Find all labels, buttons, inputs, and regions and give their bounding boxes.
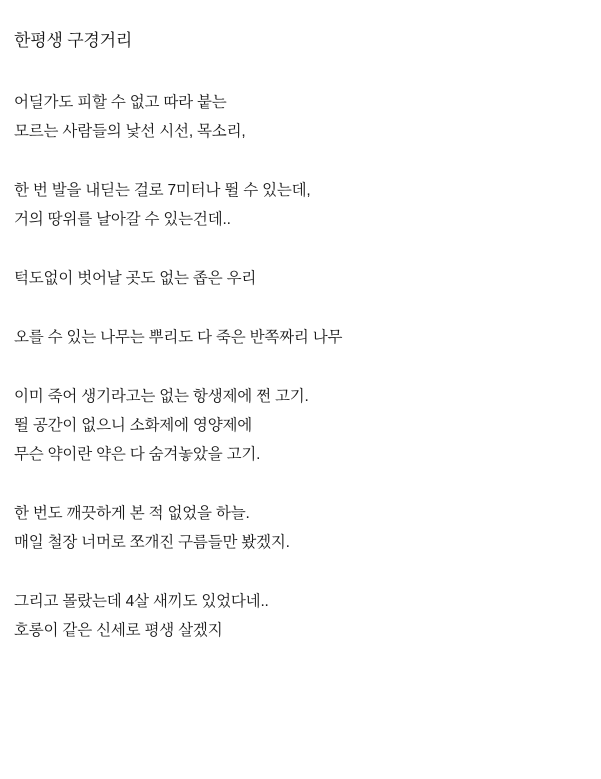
stanza (0, 88, 601, 146)
stanza (0, 382, 601, 469)
text-line: 무슨 약이란 약은 다 숨겨놓았을 고기. (14, 446, 261, 463)
stanza (0, 323, 601, 352)
text-line: 이미 죽어 생기라고는 없는 항생제에 쩐 고기. (14, 388, 309, 405)
text-line: 매일 철장 너머로 쪼개진 구름들만 봤겠지. (14, 534, 290, 551)
text-line: 어딜가도 피할 수 없고 따라 붙는 (14, 94, 227, 111)
text-line: 오를 수 있는 나무는 뿌리도 다 죽은 반쪽짜리 나무 (14, 329, 343, 346)
text-line: 모르는 사람들의 낯선 시선, 목소리, (14, 123, 246, 140)
page-title: 한평생 구경거리 (14, 31, 133, 50)
stanza (0, 499, 601, 557)
stanza (0, 176, 601, 234)
text-line: 그리고 몰랐는데 4살 새끼도 있었다네.. (14, 593, 269, 610)
text-line: 한 번 발을 내딛는 걸로 7미터나 뛸 수 있는데, (14, 182, 311, 199)
text-line: 거의 땅위를 날아갈 수 있는건데.. (14, 211, 231, 228)
text-line: 턱도없이 벗어날 곳도 없는 좁은 우리 (14, 270, 257, 287)
stanza (0, 587, 601, 645)
text-line: 한 번도 깨끗하게 본 적 없었을 하늘. (14, 505, 250, 522)
stanza (0, 264, 601, 293)
text-line: 뛸 공간이 없으니 소화제에 영양제에 (14, 417, 253, 434)
text-line: 호롱이 같은 신세로 평생 살겠지 (14, 622, 223, 639)
